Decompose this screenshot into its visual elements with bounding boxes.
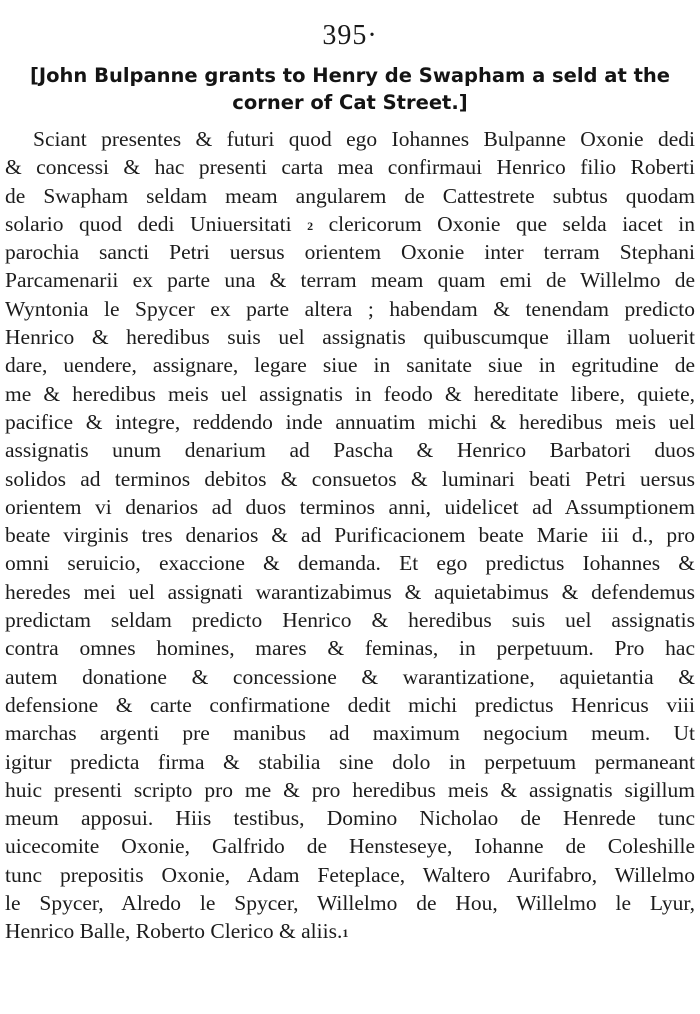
text-segment: Henrico Balle, Roberto Clerico & aliis.: [5, 919, 343, 944]
text-line-final: [5, 917, 695, 945]
text-line: orientem vi denarios ad duos terminos anni, uidelicet ad Assumptionem: [5, 494, 695, 519]
text-line-with-footnote: [5, 210, 695, 238]
text-line: Wyntonia le Spycer ex parte altera ; habendam & tenendam predicto: [5, 296, 695, 321]
text-line: Parcamenarii ex parte una & terram meam quam emi de Willelmo de: [5, 268, 695, 293]
text-line: de Swapham seldam meam angularem de Cattestrete subtus quodam: [5, 183, 695, 208]
heading-line-1: [John Bulpanne grants to Henry de Swapham a seld at the: [29, 64, 671, 87]
text-line: marchas argenti pre manibus ad maximum negocium meum. Ut: [5, 721, 695, 746]
text-line: tunc prepositis Oxonie, Adam Feteplace, Waltero Aurifabro, Willelmo: [5, 862, 695, 887]
heading-line-2: corner of Cat Street.]: [232, 91, 468, 114]
text-line: heredes mei uel assignati warantizabimus & aquietabimus & defendemus: [5, 579, 695, 604]
text-line: beate virginis tres denarios & ad Purificacionem beate Marie iii d., pro: [5, 523, 695, 548]
text-line: le Spycer, Alredo le Spycer, Willelmo de Hou, Willelmo le Lyur,: [5, 891, 695, 916]
text-segment: clericorum Oxonie que selda iacet in: [313, 211, 695, 236]
text-segment: solario quod dedi Uniuersitati: [5, 211, 292, 236]
text-line: & concessi & hac presenti carta mea confirmaui Henrico filio Roberti: [5, 155, 695, 180]
text-line: solidos ad terminos debitos & consuetos & luminari beati Petri uersus: [5, 466, 695, 491]
page-number: 395·: [322, 20, 378, 51]
text-line: Henrico & heredibus suis uel assignatis quibuscumque illam uoluerit: [5, 325, 695, 350]
footnote-marker-1: 1: [342, 926, 349, 941]
text-line: contra omnes homines, mares & feminas, in perpetuum. Pro hac: [5, 636, 695, 661]
text-line: meum apposui. Hiis testibus, Domino Nicholao de Henrede tunc: [5, 806, 695, 831]
text-line: huic presenti scripto pro me & pro heredibus meis & assignatis sigillum: [5, 777, 695, 802]
text-line: igitur predicta firma & stabilia sine dolo in perpetuum permaneant: [5, 749, 695, 774]
text-line: Sciant presentes & futuri quod ego Iohannes Bulpanne Oxonie dedi: [33, 127, 695, 151]
text-line: defensione & carte confirmatione dedit michi predictus Henricus viii: [5, 692, 695, 717]
footnote-marker-2: 2: [307, 218, 314, 233]
charter-text: [5, 125, 695, 946]
document-heading: [4, 62, 696, 116]
text-line: pacifice & integre, reddendo inde annuatim michi & heredibus meis uel: [5, 409, 695, 434]
text-line: predictam seldam predicto Henrico & heredibus suis uel assignatis: [5, 608, 695, 633]
text-line: dare, uendere, assignare, legare siue in sanitate siue in egritudine de: [5, 353, 695, 378]
text-line: uicecomite Oxonie, Galfrido de Hensteseye, Iohanne de Coleshille: [5, 834, 695, 859]
text-line: assignatis unum denarium ad Pascha & Henrico Barbatori duos: [5, 438, 695, 463]
text-line: me & heredibus meis uel assignatis in feodo & hereditate libere, quiete,: [5, 381, 695, 406]
text-line: omni seruicio, exaccione & demanda. Et ego predictus Iohannes &: [5, 551, 695, 576]
text-line: autem donatione & concessione & warantizatione, aquietantia &: [5, 664, 695, 689]
text-line: parochia sancti Petri uersus orientem Oxonie inter terram Stephani: [5, 240, 695, 265]
